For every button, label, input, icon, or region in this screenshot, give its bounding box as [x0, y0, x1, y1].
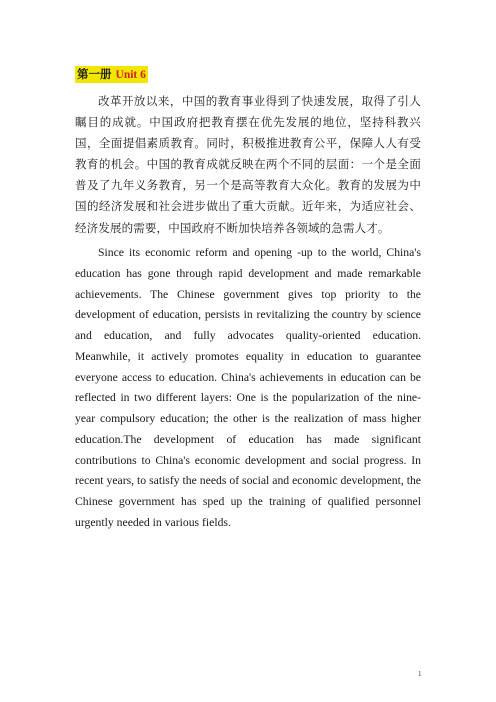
book-label: 第一册: [77, 67, 112, 81]
page-number: 1: [418, 670, 422, 678]
chinese-paragraph: 改革开放以来，中国的教育事业得到了快速发展，取得了引人瞩目的成就。中国政府把教育摆在优先发展的地位，坚持科教兴国，全面提倡素质教育。同时，积极推进教育公平，保障人人有受教育的机会。中国的教育成就反映在两个不同的层面：一个是全面普及了九年义务教育，另一个是高等教育大众化。教育的发展为中国的经济发展和社会进步做出了重大贡献。近年来，为适应社会、经济发展的需要，中国政府不断加快培养各领域的急需人才。: [75, 94, 421, 235]
section-heading: [75, 66, 148, 83]
unit-label: Unit 6: [115, 69, 146, 81]
english-paragraph: Since its economic reform and opening -up to the world, China's education has gone through rapid development and made remarkable achievements. The Chinese government gives top priority to the development of education, persists in revitalizing the country by science and education, and fully advocates quality-oriented education. Meanwhile, it actively promotes equality in education to guarantee everyone access to education. China's achievements in education can be reflected in two different layers: One is the popularization of the nine-year compulsory education; the other is the realization of mass higher education.The development of education has made significant contributions to China's economic development and social progress. In recent years, to satisfy the needs of social and economic development, the Chinese government has sped up the training of qualified personnel urgently needed in various fields.: [75, 246, 421, 529]
